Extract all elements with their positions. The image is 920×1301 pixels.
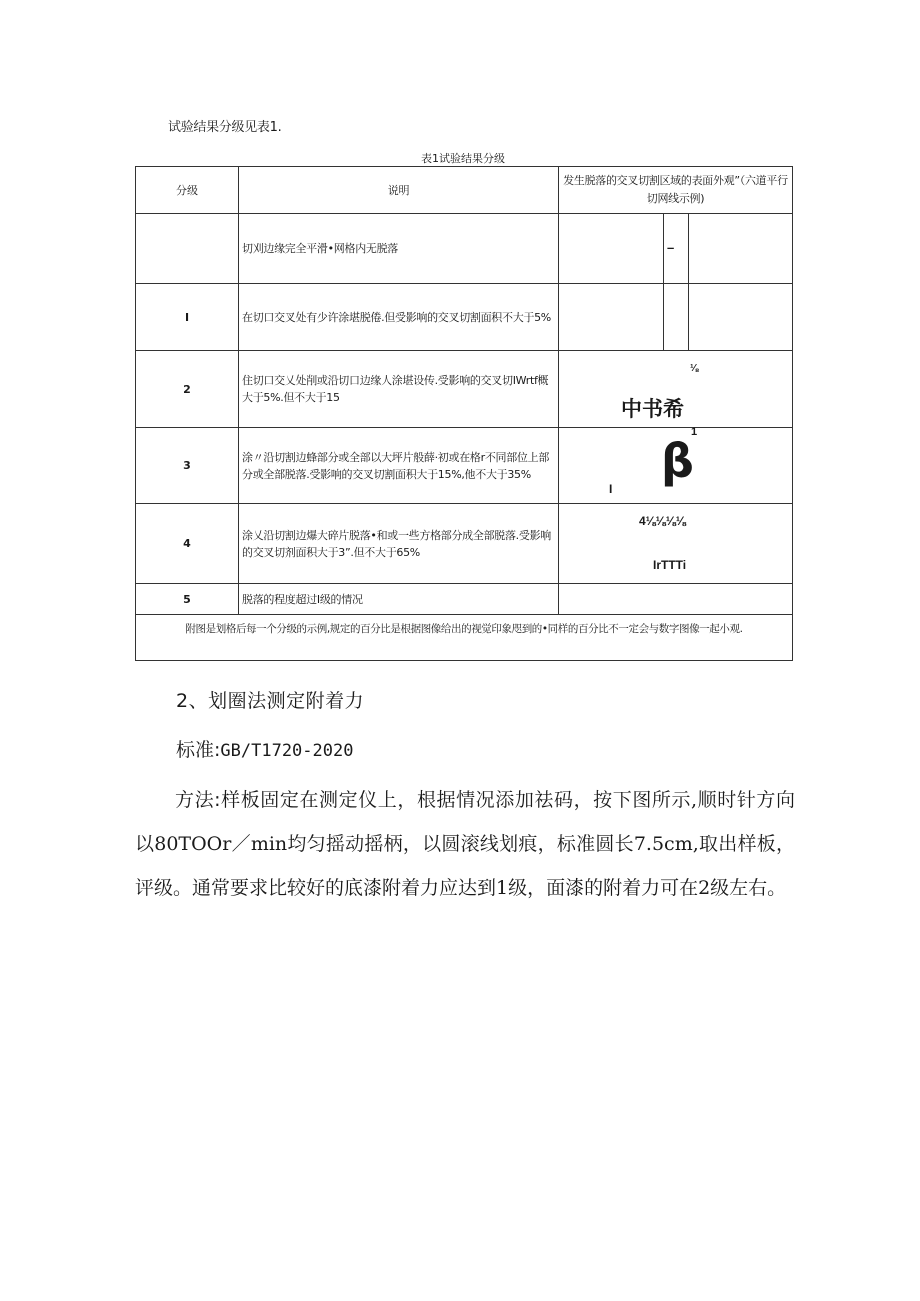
image-glyph: β bbox=[661, 434, 694, 488]
section-title: 2、划圈法测定附着力 bbox=[176, 690, 365, 712]
image-divider bbox=[688, 284, 689, 350]
row-grade: 2 bbox=[136, 351, 239, 428]
image-divider bbox=[688, 214, 689, 283]
image-glyph: 1 bbox=[691, 426, 698, 438]
row-grade bbox=[136, 214, 239, 284]
table-row bbox=[136, 504, 793, 584]
row-description: 涂〃沿切割边蜂部分或全部以大坪片般薛·初或在格r不同部位上部分或全部脱落.受影响的交叉切割面积大于15%,他不大于35% bbox=[239, 428, 559, 504]
row-grade: 3 bbox=[136, 428, 239, 504]
row-description: 涂乂沿切割边爆大碎片脱落•和或一些方格部分成全部脱落.受影响的交叉切剂面积大于3”.但不大于65% bbox=[239, 504, 559, 584]
row-image-cell bbox=[559, 428, 793, 504]
row-image-cell bbox=[559, 351, 793, 428]
table-note: 附图是划格后每一个分级的示例,规定的百分比是根据图像给出的视觉印象咫到的•同样的百分比不一定会与数字图像一起小观. bbox=[136, 615, 793, 661]
standard-code: GB/T1720-2020 bbox=[220, 741, 354, 761]
row-image-cell bbox=[559, 584, 793, 615]
row-image-cell bbox=[559, 214, 793, 284]
header-description: 说明 bbox=[239, 167, 559, 214]
row-description: 脱落的程度超过I级的情况 bbox=[239, 584, 559, 615]
row-image-cell bbox=[559, 284, 793, 351]
image-glyph: – bbox=[667, 240, 675, 255]
row-grade: I bbox=[136, 284, 239, 351]
image-glyph: 4⅛⅛⅛⅛ bbox=[639, 514, 686, 528]
row-image-cell bbox=[559, 504, 793, 584]
image-glyph: 中书希 bbox=[621, 397, 684, 421]
table-row bbox=[136, 214, 793, 284]
grade-table bbox=[135, 166, 793, 661]
row-grade: 4 bbox=[136, 504, 239, 584]
table-row bbox=[136, 284, 793, 351]
method-text: 样板固定在测定仪上，根据情况添加祛码，按下图所示,顺时针方向以80TOOr／min均匀摇动摇柄，以圆滚线划痕，标准圆长7.5cm,取出样板，评级。通常要求比较好的底漆附着力应达到1级，面漆的附着力可在2级左右。 bbox=[135, 789, 795, 899]
header-grade: 分级 bbox=[136, 167, 239, 214]
method-label: 方法: bbox=[175, 789, 221, 811]
image-divider bbox=[663, 214, 664, 283]
image-glyph: ⅛ bbox=[690, 363, 699, 374]
row-description: 住切口交乂处削或沿切口边缘人涂堪设传.受影响的交叉切IWrtf概大于5%.但不大于15 bbox=[239, 351, 559, 428]
table-note-row bbox=[136, 615, 793, 661]
table-header-row bbox=[136, 167, 793, 214]
method-paragraph bbox=[135, 778, 795, 910]
table-row bbox=[136, 351, 793, 428]
standard-label: 标准: bbox=[176, 739, 221, 761]
image-divider bbox=[663, 284, 664, 350]
row-grade: 5 bbox=[136, 584, 239, 615]
row-description: 切刈边缘完全平滑•网格内无脱落 bbox=[239, 214, 559, 284]
standard-line bbox=[176, 735, 353, 762]
row-description: 在切口交叉处有少许涂堪脱倦.但受影响的交叉切割面积不大于5% bbox=[239, 284, 559, 351]
table-caption: 表1试验结果分级 bbox=[421, 152, 505, 165]
table-row bbox=[136, 428, 793, 504]
header-appearance: 发生脱落的交叉切割区域的表面外观”（六道平行切网线示例) bbox=[559, 167, 793, 214]
image-glyph: IrTTTi bbox=[653, 558, 687, 572]
image-glyph: I bbox=[609, 482, 613, 496]
table-row bbox=[136, 584, 793, 615]
intro-text: 试验结果分级见表1. bbox=[168, 120, 282, 135]
